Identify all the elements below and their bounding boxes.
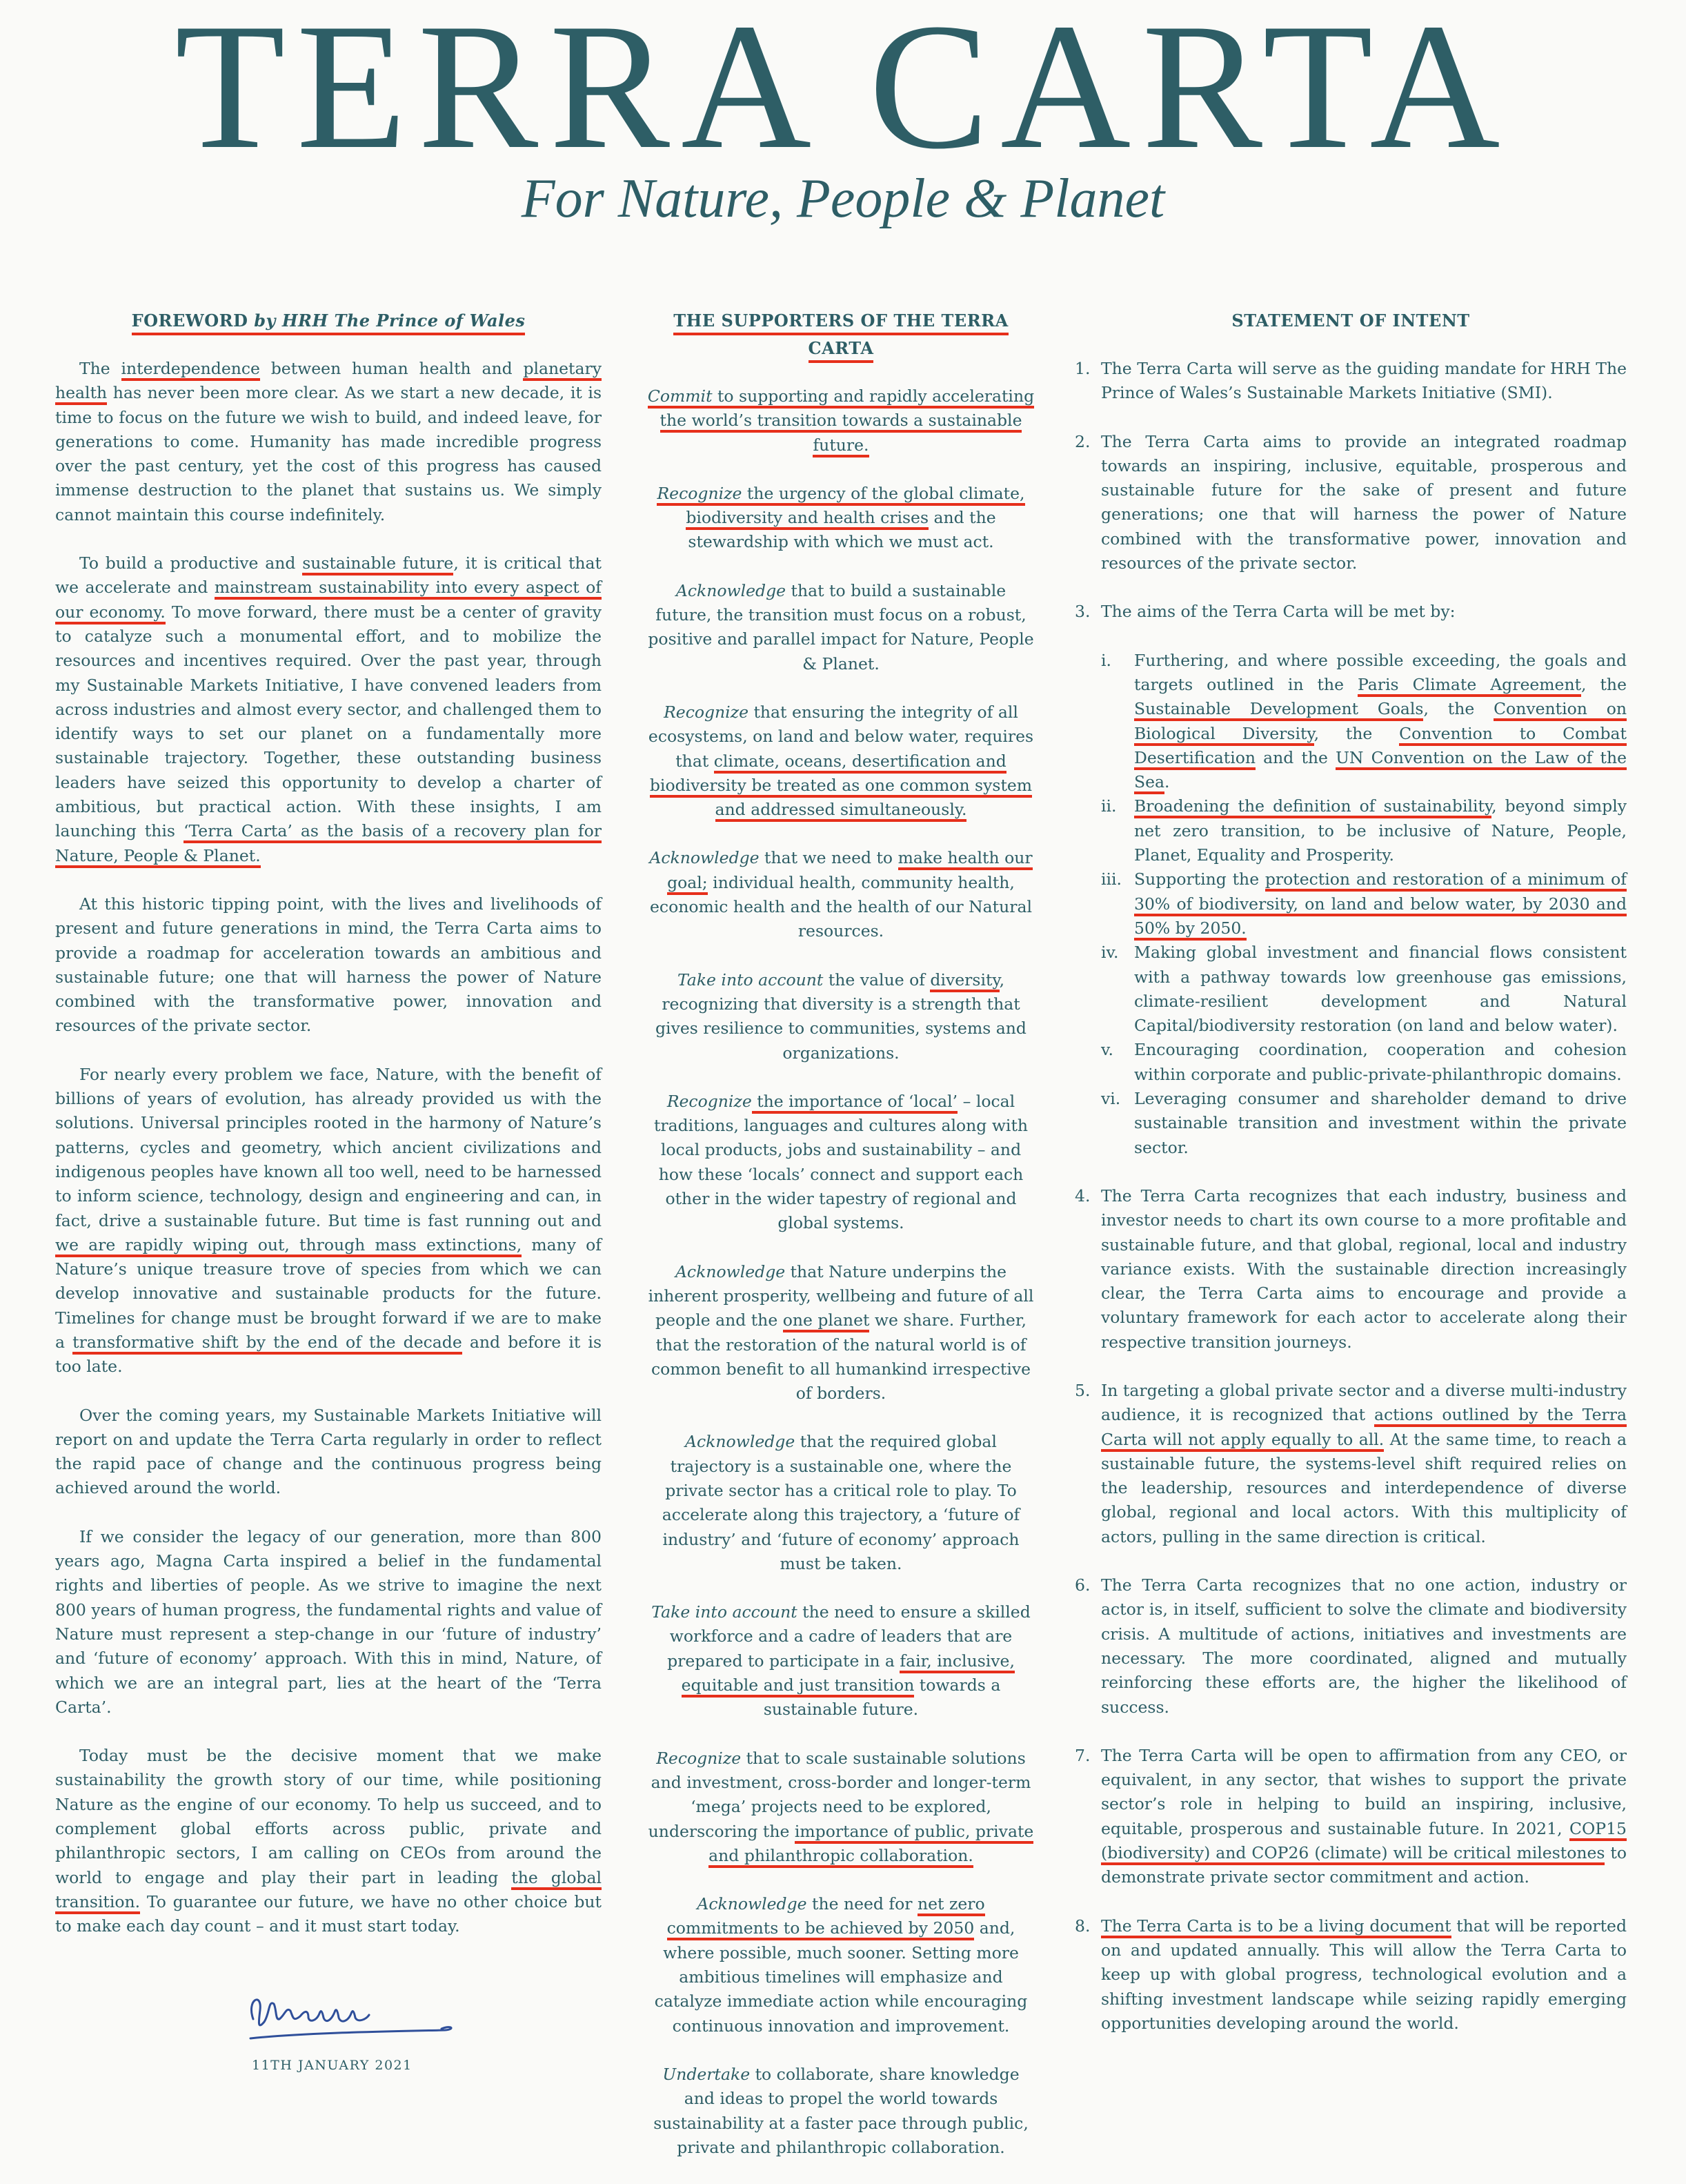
highlight: Sustainable Development Goals	[1134, 699, 1423, 721]
supporter-statement: Take into account the value of diversity, recognizing that diversity is a strength that gives resilience to communities, systems and organizations.	[655, 970, 1027, 1063]
intent-subitem-vi: vi. Leveraging consumer and shareholder demand to drive sustainable transition and investment within the private sector.	[1101, 1089, 1627, 1157]
intent-column	[1075, 307, 1627, 2060]
foreword-paragraph-3: At this historic tipping point, with the lives and livelihoods of present and future generations in mind, the Terra Carta aims to provide a roadmap for acceleration towards an ambitious and sustainable future; one that will harness the power of Nature combined with the transformative power, innovation and resources of the private sector.	[55, 894, 602, 1036]
highlight: Convention on Biological Diversity	[1134, 699, 1627, 745]
document-title: TERRA CARTA	[175, 0, 1511, 186]
foreword-paragraph-2: To build a productive and sustainable future, it is critical that we accelerate and mainstream sustainability into every aspect of our economy. To move forward, there must be a center of gravity to catalyze such a monumental effort, and to mobilize the resources and incentives required. Over the past year, through my Sustainable Markets Initiative, I have convened leaders from across industries and almost every sector, and challenged them to identify ways to set our planet on a fundamentally more sustainable trajectory. Together, these outstanding business leaders have seized this opportunity to develop a charter of ambitious, but practical action. With these insights, I am launching this ‘Terra Carta’ as the basis of a recovery plan for Nature, People & Planet.	[55, 551, 602, 868]
intent-item-4: 4. The Terra Carta recognizes that each industry, business and investor needs to chart its own course to a more profitable and sustainable future, and that global, regional, local and industry variance exists. With the sustainable direction increasingly clear, the Terra Carta aims to encourage and provide a voluntary framework for each actor to accelerate along their respective transition journeys.	[1075, 1186, 1627, 1352]
supporter-statement: Recognize the importance of ‘local’ – local traditions, languages and cultures along with local products, jobs and sustainability – and how these ‘locals’ connect and support each other in the wider tapestry of regional and global systems.	[653, 1091, 1029, 1233]
supporter-statement: Acknowledge that we need to make health our goal; individual health, community health, economic health and the health of our Natural resources.	[649, 848, 1033, 941]
highlight: actions outlined by the Terra Carta will not apply equally to all.	[1101, 1405, 1627, 1451]
supporter-statement: Acknowledge the need for net zero commitments to be achieved by 2050 and, where possible, much sooner. Setting more ambitious timelines will emphasize and catalyze immediate action while encouraging continuous innovation and improvement.	[654, 1894, 1028, 2036]
signature-block	[55, 1979, 602, 2078]
foreword-paragraph-5: Over the coming years, my Sustainable Markets Initiative will report on and update the Terra Carta regularly in order to reflect the rapid pace of change and the continuous progress being achieved around the world.	[55, 1405, 602, 1498]
supporters-heading	[647, 307, 1035, 362]
intent-subitem-v: v. Encouraging coordination, cooperation and cohesion within corporate and public-private-philanthropic domains.	[1101, 1040, 1627, 1084]
highlight: net zero commitments to be achieved by 2050	[667, 1894, 985, 1940]
intent-subitem-ii: ii. Broadening the definition of sustainability, beyond simply net zero transition, to be inclusive of Nature, People, Planet, Equality and Prosperity.	[1101, 796, 1627, 865]
highlight: Broadening the definition of sustainability	[1134, 796, 1491, 818]
intent-item-8: 8. The Terra Carta is to be a living document that will be reported on and updated annually. This will allow the Terra Carta to keep up with global progress, technological evolution and a shifting investment landscape while seizing rapidly emerging opportunities developing around the world.	[1075, 1916, 1627, 2033]
highlight: mainstream sustainability into every aspect of our economy.	[55, 578, 602, 624]
supporter-statement: Take into account the need to ensure a skilled workforce and a cadre of leaders that are prepared to participate in a fair, inclusive, equitable and just transition towards a sustainable future.	[651, 1602, 1031, 1720]
intent-subitem-iii: iii. Supporting the protection and restoration of a minimum of 30% of biodiversity, on land and below water, by 2030 and 50% by 2050.	[1101, 867, 1627, 941]
highlight: fair, inclusive, equitable and just transition	[682, 1651, 1015, 1698]
supporter-statement: Commit to supporting and rapidly accelerating the world’s transition towards a sustainable future.	[647, 384, 1035, 458]
foreword-paragraph-1: The interdependence between human health and planetary health has never been more clear. As we start a new decade, it is time to focus on the future we wish to build, and indeed leave, for generations to come. Humanity has made incredible progress over the past century, yet the cost of this progress has caused immense destruction to the planet that sustains us. We simply cannot maintain this course indefinitely.	[55, 359, 602, 524]
supporter-statement: Acknowledge that to build a sustainable future, the transition must focus on a robust, positive and parallel impact for Nature, People & Planet.	[648, 580, 1034, 673]
highlight: make health our goal;	[667, 848, 1033, 894]
foreword-paragraph-7: Today must be the decisive moment that we make sustainability the growth story of our time, while positioning Nature as the engine of our economy. To help us succeed, and to complement global efforts across public, private and philanthropic sectors, I am calling on CEOs from around the world to engage and play their part in leading the global transition. To guarantee our future, we have no other choice but to make each day count – and it must start today.	[55, 1746, 602, 1936]
highlight: transformative shift by the end of the decade	[72, 1332, 462, 1355]
intent-subitem-i: i. Furthering, and where possible exceeding, the goals and targets outlined in the Paris Climate Agreement, the Sustainable Development Goals, the Convention on Biological Diversity, the Convention to Combat Desertification and the UN Convention on the Law of the Sea.	[1101, 649, 1627, 795]
highlight: the importance of ‘local’	[752, 1092, 958, 1114]
foreword-heading-byline: by HRH The Prince of Wales	[254, 311, 526, 331]
highlight: we are rapidly wiping out, through mass extinctions,	[55, 1235, 522, 1257]
intent-item-5: 5. In targeting a global private sector and a diverse multi-industry audience, it is recognized that actions outlined by the Terra Carta will not apply equally to all. At the same time, to reach a sustainable future, the systems-level shift required relies on the leadership, resources and interdependence of diverse global, regional and local actors. With this multiplicity of actors, pulling in the same direction is critical.	[1075, 1380, 1627, 1546]
intent-heading: STATEMENT OF INTENT	[1231, 311, 1470, 331]
intent-subitem-iv: iv. Making global investment and financial flows consistent with a pathway towards low greenhouse gas emissions, climate-resilient development and Natural Capital/biodiversity restoration (on land and below water).	[1101, 943, 1627, 1036]
supporter-statement: Acknowledge that Nature underpins the inherent prosperity, wellbeing and future of all people and the one planet we share. Further, that the restoration of the natural world is of common benefit to all humankind irrespective of borders.	[648, 1261, 1034, 1404]
highlight: diversity	[930, 970, 999, 992]
foreword-column	[55, 307, 602, 2078]
intent-sublist	[1101, 649, 1627, 1160]
supporters-heading-text: THE SUPPORTERS OF THE TERRA CARTA	[673, 311, 1008, 363]
foreword-heading	[55, 307, 602, 335]
supporter-statement: Recognize that ensuring the integrity of all ecosystems, on land and below water, requires that climate, oceans, desertification and biodiversity be treated as one common system and addressed simultaneously.	[647, 700, 1035, 822]
signature-image	[245, 1979, 473, 2048]
highlight: The Terra Carta is to be a living document	[1101, 1916, 1451, 1938]
intent-item-6: 6. The Terra Carta recognizes that no one action, industry or actor is, in itself, sufficient to solve the climate and biodiversity crisis. A multitude of actions, initiatives and investments are necessary. The more coordinated, aligned and mutually reinforcing these efforts are, the higher the likelihood of success.	[1075, 1575, 1627, 1717]
highlight: sustainable future	[302, 553, 453, 575]
highlight: planetary health	[55, 359, 602, 405]
highlight: Convention to Combat Desertification	[1134, 724, 1627, 770]
intent-item-2: 2. The Terra Carta aims to provide an integrated roadmap towards an inspiring, inclusive, equitable, prosperous and sustainable future for the sake of present and future generations; one that will harness the power of Nature combined with the transformative power, innovation and resources of the private sector.	[1075, 431, 1627, 573]
highlight: Paris Climate Agreement	[1358, 675, 1581, 697]
highlight: climate, oceans, desertification and biodiversity be treated as one common system and addressed simultaneously.	[650, 751, 1032, 823]
intent-item-3: 3. The aims of the Terra Carta will be met by: i. Furthering, and where possible exceeding, the goals and targets outlined in the Paris Climate Agreement, the Sustainable Development Goals, the Convention on Biological Diversity, the Convention to Combat Desertification and the UN Convention on the Law of the Sea. ii. Broadening the definition of sustainability, beyond simply net zero transition, to be inclusive of Nature, People, Planet, Equality and Prosperity. iii. Supporting the protection and restoration of a minimum of 30% of biodiversity, on land and below water, by 2030 and 50% by 2050. iv. Making global investment and financial flows consistent with a pathway towards low greenhouse gas emissions, climate-resilient development and Natural Capital/biodiversity restoration (on land and below water). v. Encouraging coordination, cooperation and cohesion within corporate and public-private-philanthropic domains. vi. Leveraging consumer and shareholder demand to drive sustainable transition and investment within the private sector.	[1075, 600, 1627, 1160]
intent-item-1: 1. The Terra Carta will serve as the guiding mandate for HRH The Prince of Wales’s Sustainable Markets Initiative (SMI).	[1075, 359, 1627, 403]
supporter-statement: Recognize that to scale sustainable solutions and investment, cross-border and longer-term ‘mega’ projects need to be explored, underscoring the importance of public, private and philanthropic collaboration.	[647, 1747, 1035, 1868]
foreword-paragraph-4: For nearly every problem we face, Nature, with the benefit of billions of years of evolution, has already provided us with the solutions. Universal principles rooted in the harmony of Nature’s patterns, cycles and geometry, which ancient civilizations and indigenous peoples have known all too well, need to be harnessed to inform science, technology, design and engineering and can, in fact, drive a sustainable future. But time is fast running out and we are rapidly wiping out, through mass extinctions, many of Nature’s unique treasure trove of species from which we can develop innovative and sustainable products for the future. Timelines for change must be brought forward if we are to make a transformative shift by the end of the decade and before it is too late.	[55, 1064, 602, 1377]
highlight: ‘Terra Carta’ as the basis of a recovery plan for Nature, People & Planet.	[55, 821, 602, 867]
intent-item-7: 7. The Terra Carta will be open to affirmation from any CEO, or equivalent, in any sector, that wishes to support the private sector’s role in helping to build an inspiring, inclusive, equitable, prosperous and sustainable future. In 2021, COP15 (biodiversity) and COP26 (climate) will be critical milestones to demonstrate private sector commitment and action.	[1075, 1745, 1627, 1887]
foreword-heading-text: FOREWORD	[131, 311, 255, 331]
supporter-statement: Recognize the urgency of the global climate, biodiversity and health crises and the stewardship with which we must act.	[657, 483, 1025, 552]
highlight: importance of public, private and philanthropic collaboration.	[708, 1822, 1033, 1868]
highlight: interdependence	[121, 359, 260, 381]
highlight: protection and restoration of a minimum of 30% of biodiversity, on land and below water, by 2030 and 50% by 2050.	[1134, 869, 1627, 941]
supporters-column	[647, 307, 1035, 2184]
highlight: UN Convention on the Law of the Sea	[1134, 748, 1627, 794]
highlight: one planet	[783, 1310, 870, 1332]
foreword-paragraph-6: If we consider the legacy of our generation, more than 800 years ago, Magna Carta inspired a belief in the fundamental rights and liberties of people. As we strive to imagine the next 800 years of human progress, the fundamental rights and value of Nature must represent a step-change in our ‘future of industry’ and ‘future of economy’ approach. With this in mind, Nature, of which we are an integral part, lies at the heart of the ‘Terra Carta’.	[55, 1526, 602, 1717]
highlight: the global transition.	[55, 1868, 602, 1914]
supporter-statement: Acknowledge that the required global trajectory is a sustainable one, where the private sector has a critical role to play. To accelerate along this trajectory, a ‘future of industry’ and ‘future of economy’ approach must be taken.	[662, 1432, 1020, 1573]
document-subtitle: For Nature, People & Planet	[521, 168, 1165, 229]
highlight: COP15 (biodiversity) and COP26 (climate) will be critical milestones	[1101, 1819, 1627, 1865]
signature-date: 11TH JANUARY 2021	[252, 2057, 413, 2073]
supporter-statement: Undertake to collaborate, share knowledge and ideas to propel the world towards sustainability at a faster pace through public, private and philanthropic collaboration.	[653, 2064, 1029, 2157]
